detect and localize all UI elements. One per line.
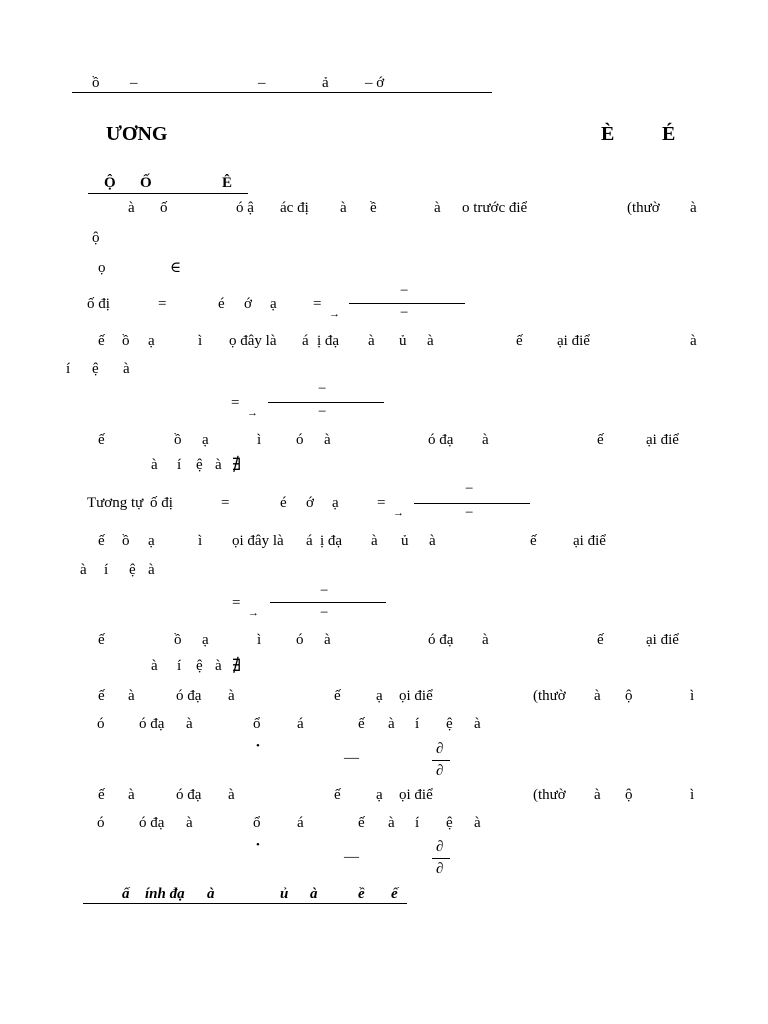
section-title-seg: ề xyxy=(358,886,365,902)
fraction-denominator: − xyxy=(320,605,329,621)
fraction-bar xyxy=(270,602,386,603)
text-seg: ó xyxy=(296,432,304,448)
text-seg: à xyxy=(215,658,222,674)
text-seg: ọ đây là xyxy=(229,333,277,349)
text-seg: ồ xyxy=(174,632,182,648)
section-title-seg: à xyxy=(207,886,215,902)
text-seg: à xyxy=(228,787,235,803)
dash-mark: — xyxy=(344,750,359,766)
partial-numerator: ∂ xyxy=(436,741,444,757)
text-seg: ồ xyxy=(122,333,130,349)
limit-arrow: → xyxy=(329,308,340,320)
text-seg: á xyxy=(306,533,313,549)
text-seg: (thườ xyxy=(627,200,660,216)
text-seg: ố xyxy=(160,200,168,216)
fraction-denominator: − xyxy=(400,305,409,321)
text-seg: ế xyxy=(334,688,341,704)
text-seg: à xyxy=(151,658,158,674)
text-seg: ệ xyxy=(446,815,453,831)
limit-arrow: → xyxy=(393,507,404,519)
bullet-dot: • xyxy=(256,740,260,752)
equals-sign: = xyxy=(231,395,240,411)
text-seg: ố đị xyxy=(150,495,173,511)
text-seg: à xyxy=(690,333,697,349)
text-seg: ó đạ xyxy=(139,815,165,831)
limit-arrow: → xyxy=(248,607,259,619)
text-seg: Tương tự xyxy=(87,495,144,511)
text-seg: ổ xyxy=(253,716,261,732)
fraction-bar xyxy=(349,303,465,304)
text-seg: à xyxy=(474,815,481,831)
text-seg: í xyxy=(415,815,420,831)
text-seg: ác đị xyxy=(280,200,309,216)
text-seg: ế xyxy=(98,533,105,549)
chapter-title-right: É xyxy=(662,123,676,145)
header-seg: – xyxy=(130,75,138,91)
text-seg: à xyxy=(388,716,395,732)
fraction-denominator: − xyxy=(465,505,474,521)
element-of-symbol: ∈ xyxy=(170,260,182,276)
section-title-seg: ấ xyxy=(122,886,130,902)
text-seg: ạ xyxy=(376,787,383,803)
section-title-seg: Ê xyxy=(222,175,233,191)
text-seg: é xyxy=(280,495,287,511)
equals-sign: = xyxy=(158,296,167,312)
section-title-seg: Ộ xyxy=(104,175,116,191)
text-seg: o trước điể xyxy=(462,200,528,216)
text-seg: ộ xyxy=(625,787,633,803)
section-title-underline xyxy=(88,193,248,194)
text-seg: á xyxy=(297,716,304,732)
text-seg: à xyxy=(215,457,222,473)
text-seg: ọ xyxy=(98,260,106,276)
text-seg: ạ xyxy=(376,688,383,704)
text-seg: ế xyxy=(358,815,365,831)
text-seg: í xyxy=(415,716,420,732)
text-seg: ó đạ xyxy=(428,632,454,648)
not-exists-symbol: ∄ xyxy=(232,656,242,675)
text-seg: ọi đây là xyxy=(232,533,284,549)
section-title-seg: ính đạ xyxy=(145,886,185,902)
text-seg: ệ xyxy=(196,457,203,473)
text-seg: á xyxy=(302,333,309,349)
text-seg: ó xyxy=(296,632,304,648)
bullet-dot: • xyxy=(256,839,260,851)
text-seg: í xyxy=(177,457,182,473)
text-seg: í xyxy=(177,658,182,674)
text-seg: ớ xyxy=(306,495,314,511)
fraction-numerator: − xyxy=(465,481,474,497)
text-seg: ề xyxy=(370,200,377,216)
text-seg: ế xyxy=(98,632,105,648)
text-seg: ố đị xyxy=(87,296,110,312)
text-seg: ì xyxy=(257,432,262,448)
text-seg: ị đạ xyxy=(317,333,340,349)
fraction-numerator: − xyxy=(318,381,327,397)
text-seg: í xyxy=(104,562,109,578)
chapter-title-right: È xyxy=(601,123,615,145)
text-seg: ạ xyxy=(202,432,209,448)
header-seg: – xyxy=(258,75,266,91)
not-exists-symbol: ∄ xyxy=(232,455,242,474)
equals-sign: = xyxy=(232,595,241,611)
text-seg: à xyxy=(427,333,434,349)
header-seg: – ớ xyxy=(365,75,385,91)
text-seg: ế xyxy=(98,432,105,448)
fraction-numerator: − xyxy=(400,283,409,299)
fraction-bar xyxy=(414,503,530,504)
text-seg: í xyxy=(66,361,71,377)
text-seg: ế xyxy=(334,787,341,803)
text-seg: ại điể xyxy=(573,533,606,549)
text-seg: ệ xyxy=(196,658,203,674)
text-seg: à xyxy=(482,432,489,448)
text-seg: ổ xyxy=(253,815,261,831)
text-seg: (thườ xyxy=(533,688,566,704)
text-seg: ế xyxy=(358,716,365,732)
text-seg: à xyxy=(474,716,481,732)
text-seg: ì xyxy=(198,533,203,549)
text-seg: ó xyxy=(97,716,105,732)
limit-arrow: → xyxy=(247,407,258,419)
text-seg: ế xyxy=(98,787,105,803)
partial-denominator: ∂ xyxy=(436,861,444,877)
partial-numerator: ∂ xyxy=(436,839,444,855)
text-seg: ộ xyxy=(92,230,100,246)
text-seg: ồ xyxy=(174,432,182,448)
text-seg: ó xyxy=(97,815,105,831)
text-seg: ủ xyxy=(401,533,409,549)
text-seg: à xyxy=(340,200,347,216)
text-seg: à xyxy=(128,787,135,803)
text-seg: à xyxy=(80,562,87,578)
text-seg: ó đạ xyxy=(139,716,165,732)
text-seg: ệ xyxy=(129,562,136,578)
text-seg: à xyxy=(429,533,436,549)
text-seg: ại điể xyxy=(646,632,679,648)
text-seg: ế xyxy=(98,688,105,704)
text-seg: ế xyxy=(516,333,523,349)
text-seg: ì xyxy=(690,688,695,704)
text-seg: ế xyxy=(98,333,105,349)
text-seg: à xyxy=(324,632,331,648)
text-seg: à xyxy=(388,815,395,831)
fraction-bar xyxy=(268,402,384,403)
text-seg: ại điể xyxy=(646,432,679,448)
fraction-bar xyxy=(432,760,450,761)
dash-mark: — xyxy=(344,849,359,865)
text-seg: ế xyxy=(597,632,604,648)
header-seg: ả xyxy=(322,75,329,91)
text-seg: ì xyxy=(198,333,203,349)
text-seg: à xyxy=(186,815,193,831)
text-seg: à xyxy=(434,200,441,216)
text-seg: á xyxy=(297,815,304,831)
text-seg: à xyxy=(594,688,601,704)
section-title-seg: ủ xyxy=(280,886,289,902)
text-seg: à xyxy=(228,688,235,704)
text-seg: ớ xyxy=(244,296,252,312)
text-seg: (thườ xyxy=(533,787,566,803)
text-seg: ạ xyxy=(332,495,339,511)
text-seg: à xyxy=(123,361,130,377)
fraction-denominator: − xyxy=(318,404,327,420)
text-seg: ọi điể xyxy=(399,787,433,803)
text-seg: ì xyxy=(257,632,262,648)
text-seg: ồ xyxy=(122,533,130,549)
text-seg: à xyxy=(368,333,375,349)
text-seg: à xyxy=(128,688,135,704)
text-seg: ế xyxy=(597,432,604,448)
text-seg: ệ xyxy=(446,716,453,732)
header-rule xyxy=(72,92,492,93)
text-seg: ạ xyxy=(148,533,155,549)
text-seg: à xyxy=(690,200,697,216)
text-seg: ại điể xyxy=(557,333,590,349)
text-seg: ệ xyxy=(92,361,99,377)
text-seg: ạ xyxy=(270,296,277,312)
text-seg: ó ậ xyxy=(236,200,254,216)
text-seg: ọi điể xyxy=(399,688,433,704)
section-title-seg: à xyxy=(310,886,318,902)
text-seg: à xyxy=(148,562,155,578)
text-seg: à xyxy=(324,432,331,448)
text-seg: ế xyxy=(530,533,537,549)
text-seg: ủ xyxy=(399,333,407,349)
text-seg: ó đạ xyxy=(176,688,202,704)
text-seg: ạ xyxy=(148,333,155,349)
text-seg: à xyxy=(151,457,158,473)
text-seg: ó đạ xyxy=(176,787,202,803)
equals-sign: = xyxy=(221,495,230,511)
text-seg: à xyxy=(482,632,489,648)
section-title-underline xyxy=(83,903,407,904)
text-seg: ì xyxy=(690,787,695,803)
text-seg: é xyxy=(218,296,225,312)
equals-sign: = xyxy=(377,495,386,511)
text-seg: à xyxy=(128,200,135,216)
text-seg: à xyxy=(186,716,193,732)
text-seg: ị đạ xyxy=(320,533,343,549)
text-seg: à xyxy=(594,787,601,803)
text-seg: ó đạ xyxy=(428,432,454,448)
chapter-title-left: ƯƠNG xyxy=(106,123,168,145)
section-title-seg: ế xyxy=(391,886,398,902)
fraction-bar xyxy=(432,858,450,859)
text-seg: ạ xyxy=(202,632,209,648)
equals-sign: = xyxy=(313,296,322,312)
fraction-numerator: − xyxy=(320,583,329,599)
section-title-seg: Ố xyxy=(140,175,152,191)
partial-denominator: ∂ xyxy=(436,763,444,779)
header-seg: ồ xyxy=(92,75,100,91)
text-seg: à xyxy=(371,533,378,549)
text-seg: ộ xyxy=(625,688,633,704)
